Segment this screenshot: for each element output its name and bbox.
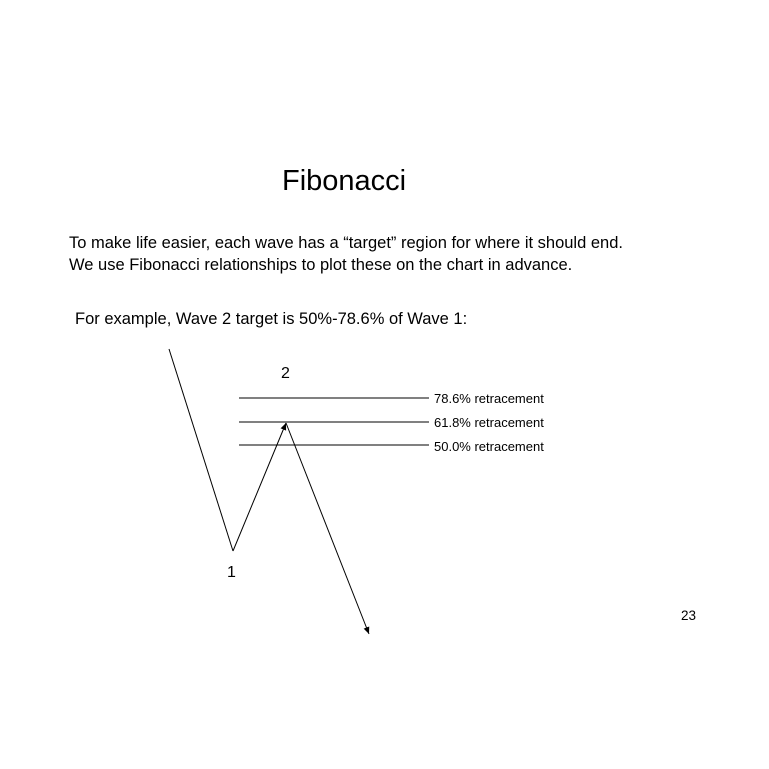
slide-title: Fibonacci: [282, 165, 407, 197]
retracement-label-61-8: 61.8% retracement: [434, 415, 544, 430]
wave-1-line: [169, 349, 233, 551]
example-text: For example, Wave 2 target is 50%-78.6% of Wave 1:: [75, 310, 468, 328]
wave-1-label: 1: [227, 564, 236, 581]
wave-3-line: [286, 423, 369, 634]
retracement-label-78-6: 78.6% retracement: [434, 391, 544, 406]
intro-line-2: We use Fibonacci relationships to plot these on the chart in advance.: [69, 256, 573, 274]
wave-2-label: 2: [281, 365, 290, 382]
wave-2-line: [233, 423, 286, 551]
page-number: 23: [681, 608, 697, 623]
retracement-label-50-0: 50.0% retracement: [434, 439, 544, 454]
intro-line-1: To make life easier, each wave has a “target” region for where it should end.: [69, 234, 623, 252]
